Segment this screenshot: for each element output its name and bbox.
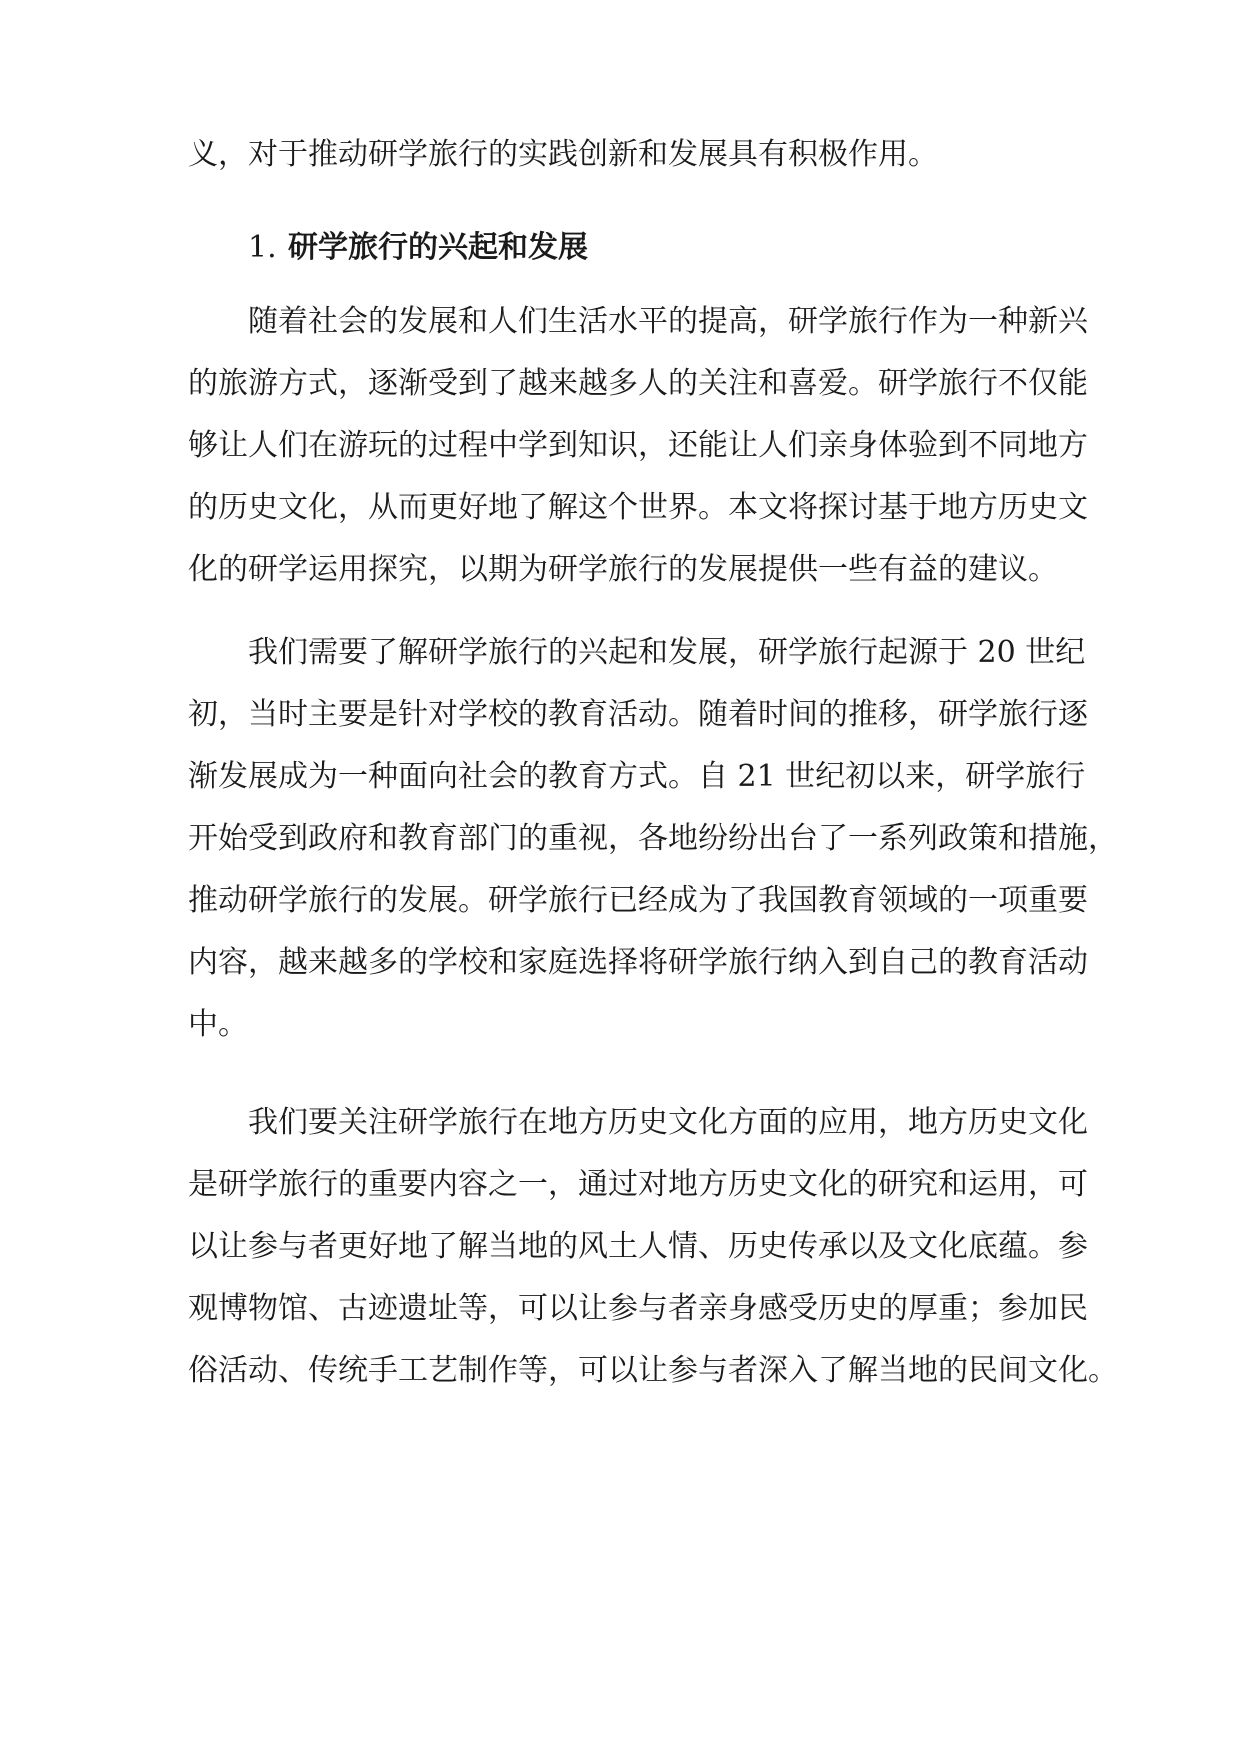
- text-line: 化的研学运用探究，以期为研学旅行的发展提供一些有益的建议。: [188, 552, 1058, 587]
- text-line: 观博物馆、古迹遗址等，可以让参与者亲身感受历史的厚重；参加民: [188, 1291, 1088, 1326]
- text-line: 中。: [188, 1007, 248, 1042]
- text-line: 我们需要了解研学旅行的兴起和发展，研学旅行起源于 20 世纪: [248, 635, 1086, 670]
- section-heading: [248, 218, 1058, 278]
- text-line: 我们要关注研学旅行在地方历史文化方面的应用，地方历史文化: [248, 1105, 1088, 1140]
- text-line: 初，当时主要是针对学校的教育活动。随着时间的推移，研学旅行逐: [188, 697, 1088, 732]
- text-line: 够让人们在游玩的过程中学到知识，还能让人们亲身体验到不同地方: [188, 428, 1088, 463]
- text-line: 开始受到政府和教育部门的重视，各地纷纷出台了一系列政策和措施，: [188, 821, 1118, 856]
- section-title: 研学旅行的兴起和发展: [288, 230, 588, 265]
- text-line: 渐发展成为一种面向社会的教育方式。自 21 世纪初以来，研学旅行: [188, 759, 1086, 794]
- text-line: 随着社会的发展和人们生活水平的提高，研学旅行作为一种新兴: [248, 304, 1088, 339]
- text-line: 以让参与者更好地了解当地的风土人情、历史传承以及文化底蕴。参: [188, 1229, 1088, 1264]
- text-line: 内容，越来越多的学校和家庭选择将研学旅行纳入到自己的教育活动: [188, 945, 1088, 980]
- text-line: 是研学旅行的重要内容之一，通过对地方历史文化的研究和运用，可: [188, 1167, 1088, 1202]
- section-number: 1.: [248, 230, 277, 265]
- text-line: 推动研学旅行的发展。研学旅行已经成为了我国教育领域的一项重要: [188, 883, 1088, 918]
- text-line: 义，对于推动研学旅行的实践创新和发展具有积极作用。: [188, 137, 938, 172]
- text-line: 的历史文化，从而更好地了解这个世界。本文将探讨基于地方历史文: [188, 490, 1088, 525]
- text-line: 的旅游方式，逐渐受到了越来越多人的关注和喜爱。研学旅行不仅能: [188, 366, 1088, 401]
- text-line: 俗活动、传统手工艺制作等，可以让参与者深入了解当地的民间文化。: [188, 1353, 1118, 1388]
